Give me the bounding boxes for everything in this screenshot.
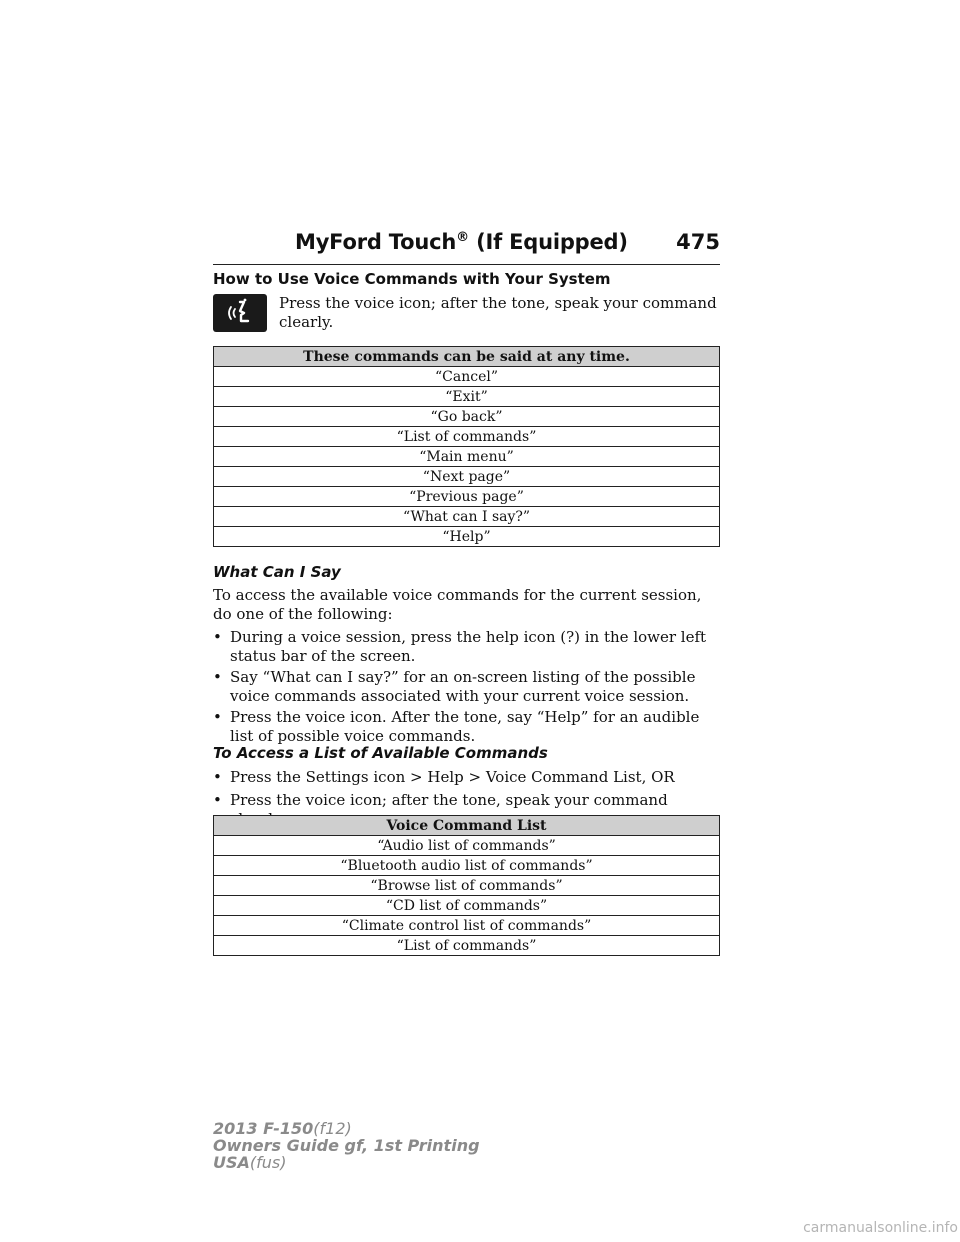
table-cell: “Cancel”: [214, 367, 720, 387]
footer-market-code: (fus): [249, 1153, 287, 1172]
section-heading: How to Use Voice Commands with Your System: [213, 270, 611, 288]
table-row: [214, 507, 720, 527]
table-row: [214, 387, 720, 407]
page-number: 475: [676, 230, 720, 254]
title-suffix: (If Equipped): [476, 230, 628, 254]
list-item-text: Press the Settings icon > Help > Voice Command List, OR: [230, 768, 675, 786]
what-can-i-say-heading: What Can I Say: [213, 563, 341, 581]
watermark: carmanualsonline.info: [803, 1220, 958, 1236]
footer-model-code: (f12): [313, 1119, 352, 1138]
table-cell: “Audio list of commands”: [214, 836, 720, 856]
bullet-dot: •: [213, 791, 222, 809]
table-cell: “List of commands”: [214, 936, 720, 956]
voice-instruction-row: [213, 294, 720, 334]
table-cell: “Climate control list of commands”: [214, 916, 720, 936]
footer-market-line: [213, 1154, 480, 1171]
table-cell: “Exit”: [214, 387, 720, 407]
list-item-text: Say “What can I say?” for an on-screen listing of the possible voice commands associated with your current voice session.: [230, 668, 696, 705]
list-item-text: Press the voice icon; after the tone, speak your command: [230, 791, 668, 809]
table-row: [214, 367, 720, 387]
table-cell: “Help”: [214, 527, 720, 547]
list-item-text: During a voice session, press the help icon (?) in the lower left status bar of the screen.: [230, 628, 707, 665]
table-row: [214, 876, 720, 896]
footer-model-line: [213, 1120, 480, 1137]
table-row: [214, 427, 720, 447]
footer-model: 2013 F-150: [213, 1119, 314, 1138]
table-row: [214, 447, 720, 467]
any-time-commands-table: [213, 346, 720, 547]
table-cell: “Next page”: [214, 467, 720, 487]
table-row: [214, 936, 720, 956]
voice-icon: [213, 294, 267, 332]
table-row: [214, 856, 720, 876]
access-list-heading: To Access a List of Available Commands: [213, 744, 548, 762]
table-cell: “Previous page”: [214, 487, 720, 507]
document-footer: [213, 1120, 480, 1171]
bullet-dot: •: [213, 668, 222, 686]
what-can-i-say-intro: To access the available voice commands for the current session, do one of the following:: [213, 586, 702, 623]
table-header: Voice Command List: [214, 816, 720, 836]
bullet-dot: •: [213, 628, 222, 646]
footer-market: USA: [213, 1153, 250, 1172]
page-title: [295, 230, 628, 254]
table-cell: “Main menu”: [214, 447, 720, 467]
table-row: [214, 916, 720, 936]
table-row: [214, 836, 720, 856]
table-row: [214, 896, 720, 916]
list-item-text: Press the voice icon. After the tone, say “Help” for an audible list of possible voice commands.: [230, 708, 700, 745]
bullet-dot: •: [213, 708, 222, 726]
voice-command-list-table: [213, 815, 720, 956]
table-cell: “Go back”: [214, 407, 720, 427]
page-header: [213, 228, 720, 265]
table-cell: “What can I say?”: [214, 507, 720, 527]
footer-guide: Owners Guide gf, 1st Printing: [213, 1136, 480, 1155]
title-main: MyFord Touch: [295, 230, 457, 254]
bullet-dot: •: [213, 768, 222, 786]
table-row: [214, 487, 720, 507]
table-header: These commands can be said at any time.: [214, 347, 720, 367]
table-cell: “List of commands”: [214, 427, 720, 447]
table-row: [214, 467, 720, 487]
table-cell: “Bluetooth audio list of commands”: [214, 856, 720, 876]
table-cell: “CD list of commands”: [214, 896, 720, 916]
table-row: [214, 407, 720, 427]
registered-mark: ®: [456, 230, 469, 245]
table-cell: “Browse list of commands”: [214, 876, 720, 896]
voice-instruction-text: Press the voice icon; after the tone, speak your command clearly.: [279, 294, 717, 331]
table-row: [214, 527, 720, 547]
